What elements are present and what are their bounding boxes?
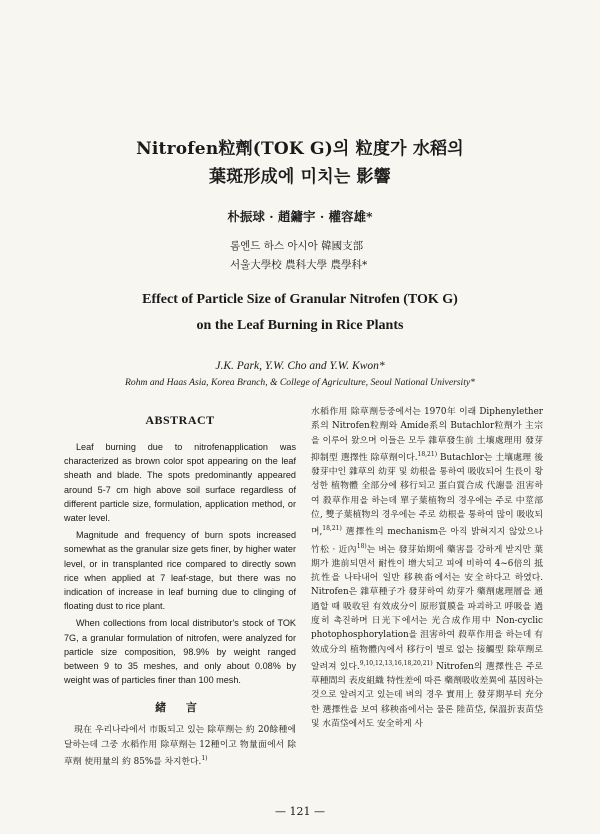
page-number: — 121 — bbox=[275, 805, 325, 818]
intro-right-text-b: Butachlor는 土壤處理 後 發芽中인 雜草의 幼芽 및 幼根을 통하여 吸收되어 生長이 왕성한 植物體 全部分에 移行되고 蛋白質合成 代謝를 沮害하여 殺草作用을 하는데 單子葉植物의 경우에는 주로 中莖部位, 雙子葉植物의 경우에는 주로 幼根을 통하여 많이 吸收되며, bbox=[311, 452, 543, 538]
left-column bbox=[64, 405, 296, 769]
authors-kr: 朴振球 · 趙鏞宇 · 權容雄* bbox=[227, 209, 373, 224]
right-column bbox=[311, 405, 543, 731]
intro-right-text-d: 는 벼는 發芽始期에 藥害를 강하게 받지만 葉期가 進前되면서 耐性이 增大되고 피에 비하여 4~6倍의 抵抗性을 나타내어 일반 移秧畓에서는 安全하다고 하였다. Nitrofen은 雜草種子가 發芽하여 幼芽가 藥劑處理層을 通過할 때 吸收된 有效成分이 原形質膜을 파괴하고 呼吸을 過度히 촉진하며 日光下에서는 光合成作用中 Non-cyclic photophosphorylation을 沮害하여 殺草作用을 하는데 有效成分의 植物體內에서 移行이 별로 없는 接觸型 除草劑로 알려져 있다. bbox=[311, 544, 543, 672]
title-kr-line1: Nitrofen粒劑(TOK G)의 粒度가 水稻의 bbox=[136, 139, 464, 159]
affiliation-en: Rohm and Haas Asia, Korea Branch, & College of Agriculture, Seoul National University* bbox=[125, 377, 475, 388]
intro-left-text: 現在 우리나라에서 市販되고 있는 除草劑는 約 20餘種에 달하는데 그중 水稻作用 除草劑는 12種이고 物量面에서 除草劑 使用量의 約 85%를 차지한다. bbox=[64, 725, 296, 767]
intro-heading: 緒 言 bbox=[155, 701, 205, 715]
title-en-line2: on the Leaf Burning in Rice Plants bbox=[196, 318, 404, 333]
title-en-line1: Effect of Particle Size of Granular Nitrofen (TOK G) bbox=[142, 292, 458, 307]
abstract-heading: ABSTRACT bbox=[145, 413, 215, 427]
affiliation-kr-line1: 롬엔드 하스 아시아 韓國支部 bbox=[230, 240, 364, 252]
intro-paragraph-right bbox=[311, 405, 543, 731]
abstract-paragraph-1: Leaf burning due to nitrofenapplication was characterized as brown color spot appearing on the leaf sheath and blade. The spots predominantly appeared around 5-7 cm high above soil surface regardless of different particle size, formulation, application method, or water level. bbox=[64, 442, 296, 524]
abstract-paragraph-2: Magnitude and frequency of burn spots increased somewhat as the granular size gets finer, by higher water level, or in transplanted rice compared to directly sown rice when applied at 7 leaf-stage, but there was no indication of increase in leaf burning due to clinging of floating dust to rice plant. bbox=[64, 530, 296, 612]
ref-marker: 1) bbox=[201, 755, 208, 763]
authors-en: J.K. Park, Y.W. Cho and Y.W. Kwon* bbox=[215, 360, 385, 372]
title-kr-line2: 葉斑形成에 미치는 影響 bbox=[209, 167, 391, 187]
intro-right-text-a: 水稻作用 除草劑등중에서는 1970年 이래 Diphenylether系의 Nitrofen粒劑와 Amide系의 Butachlor粒劑가 主宗을 이루어 왔으며 이들은 모두 雜草發生前 土壤處理用 發芽抑制型 選擇性 除草劑이다. bbox=[311, 407, 543, 463]
ref-marker: 9,10,12,13,16,18,20,21) bbox=[359, 659, 433, 667]
abstract-paragraph-3: When collections from local distributor's stock of TOK 7G, a granular formulation of nitrofen, were analyzed for particle size composition, 98.9% by weight ranged between 9 to 35 meshes, and only about 0.08% by weight was of particles finer than 100 mesh. bbox=[64, 618, 296, 686]
ref-marker: 18,21) bbox=[322, 525, 342, 533]
affiliation-kr-line2: 서울大學校 農科大學 農學科* bbox=[230, 259, 368, 271]
intro-paragraph-left bbox=[64, 723, 296, 769]
ref-marker: 18) bbox=[356, 542, 367, 550]
intro-right-text-c: 選擇性의 mechanism은 아직 밝혀지지 않았으나 竹松 · 近內 bbox=[311, 527, 543, 555]
ref-marker: 18,21) bbox=[417, 450, 438, 458]
intro-right-text-e: Nitrofen의 選擇性은 주로 草種間의 表皮組織 特性差에 따른 藥劑吸收差異에 基因하는 것으로 알려지고 있는데 벼의 경우 實用上 發芽期부터 充分한 選擇性을 보여 移秧畓에서는 물론 陸苗垈, 保溫折衷苗垈 및 水苗垈에서도 安全하게 사 bbox=[311, 661, 544, 729]
